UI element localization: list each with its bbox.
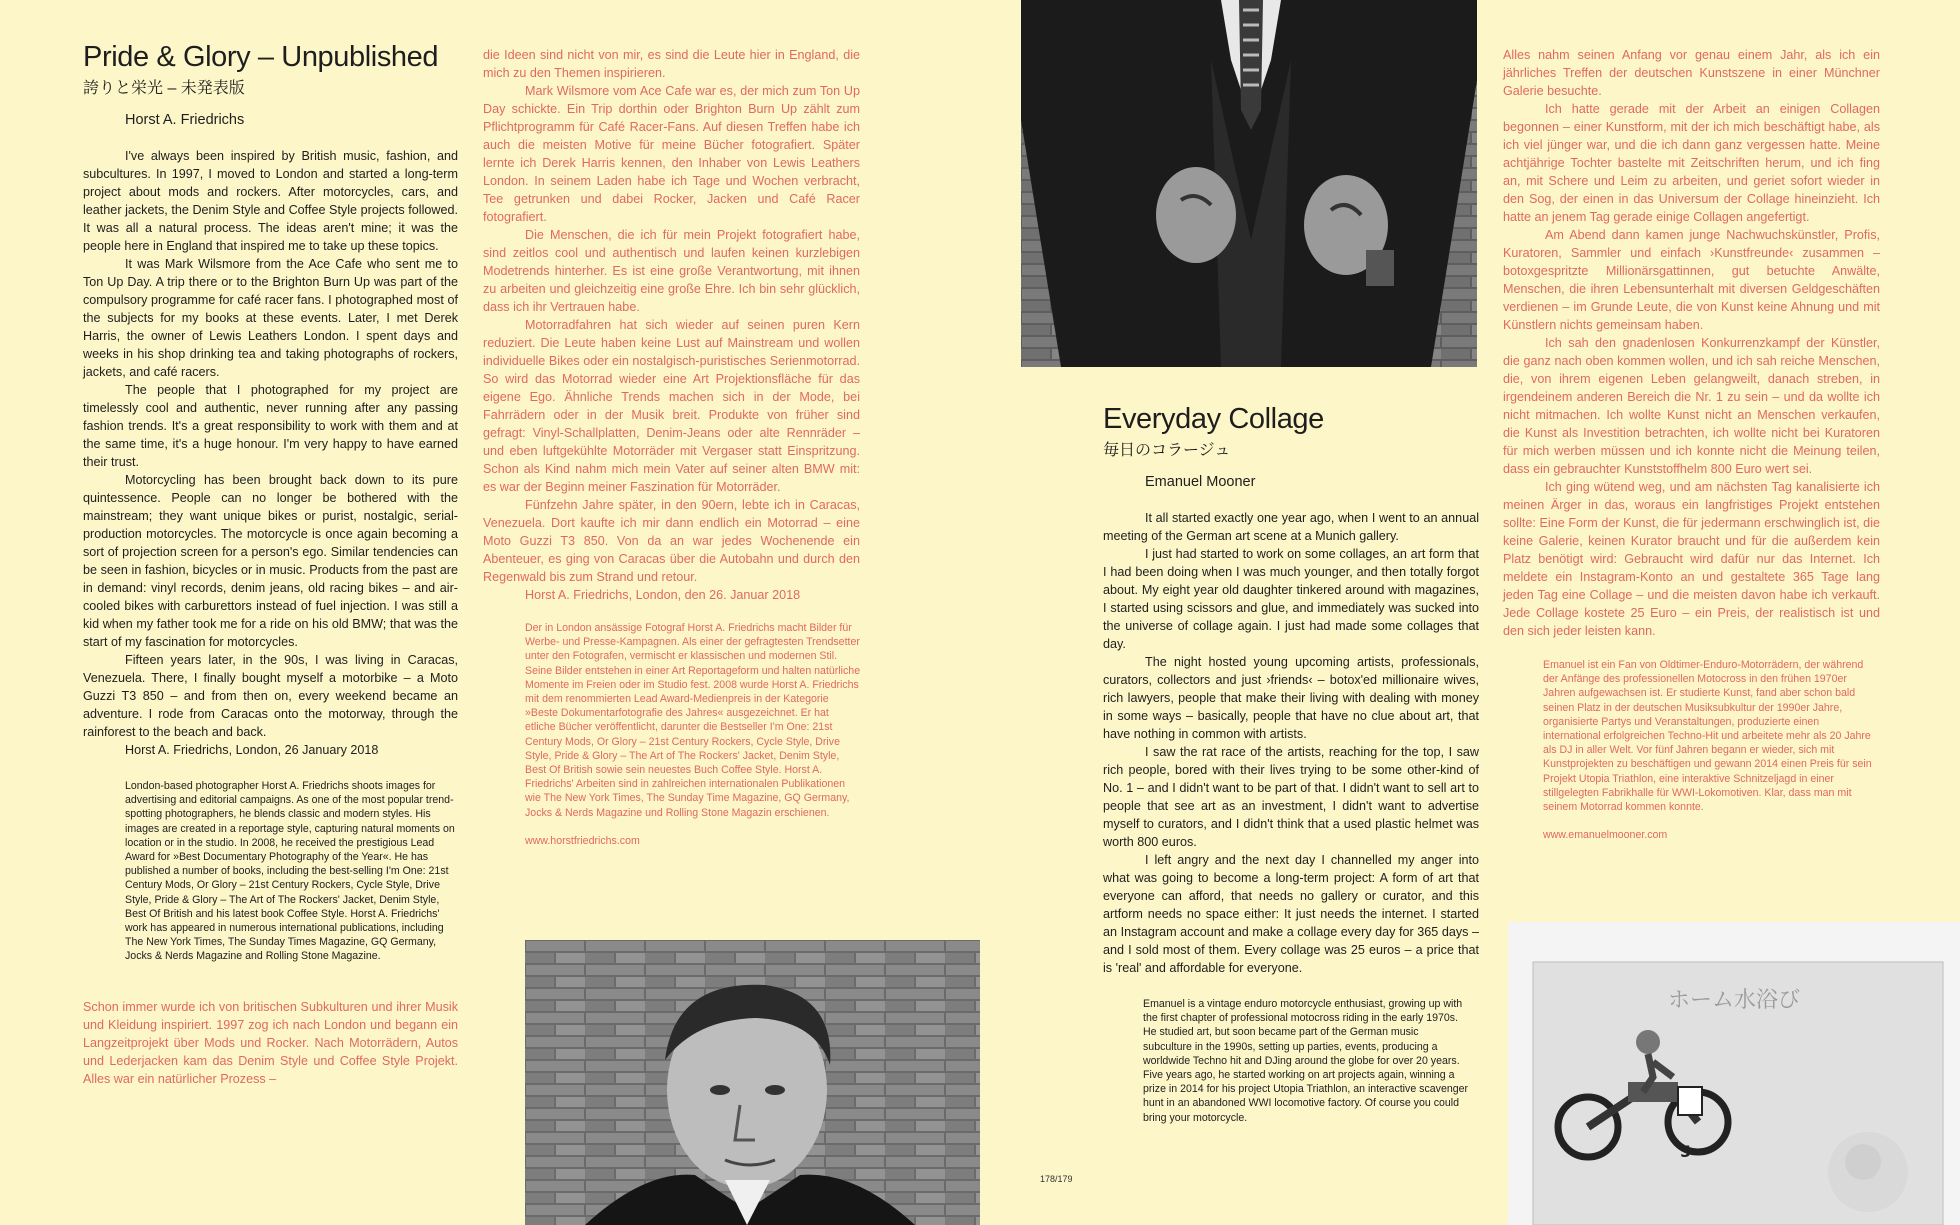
paragraph: I just had started to work on some collages, an art form that I had been doing when I was much younger, and then totally forgot about. My eight year old daughter tinkered around with magazines, I started using scissors and glue, and immediately was sucked into the universe of collage again. I just had made some collages that day. — [1103, 547, 1479, 651]
article-pride-glory-column-de — [483, 46, 860, 848]
paragraph: Ich sah den gnadenlosen Konkurrenzkampf der Künstler, die ganz nach oben kommen wollen, und ich sah reiche Menschen, die, von ihrem eigenen Leben gelangweilt, danach streben, in irgendeinem anderen Bereich die Nr. 1 zu sein – und da wollte ich nicht mitmachen. Ich wollte Kunst nicht an Menschen verkaufen, die Kunst als Investition betrachten, ich wollte nicht bei Kuratoren für mich werben müssen und ich konnte nicht die Meinung teilen, dass ein gebrauchter Kunststoffhelm 800 Euro wert sei. — [1503, 336, 1880, 476]
portrait-photo-image — [525, 940, 980, 1225]
collage-image — [1508, 922, 1960, 1225]
article-everyday-collage-column-de — [1503, 46, 1880, 842]
paragraph: Fünfzehn Jahre später, in den 90ern, lebte ich in Caracas, Venezuela. Dort kaufte ich mir dann endlich ein Motorrad – eine Moto Guzzi T3 850. Von da an war jedes Wochenende ein Abenteuer, es ging von Caracas über die Autobahn und durch den Regenwald bis zum Strand und retour. — [483, 498, 860, 584]
article-body-english — [1103, 509, 1479, 977]
article-body-english — [83, 147, 458, 741]
article-title: Pride & Glory – Unpublished — [83, 41, 439, 73]
paragraph: I left angry and the next day I channelled my anger into what was going to become a long-term project: A form of art that everyone can afford, that needs no gallery or curator, and this artform needs no space either: It just needs the internet. I started an Instagram account and make a collage every day for 365 days – and I sold most of them. Every collage was 25 euros – a price that is 'real' and affordable for everyone. — [1103, 853, 1479, 975]
paragraph: Ich ging wütend weg, und am nächsten Tag kanalisierte ich meinen Ärger in das, woraus ein langfristiges Projekt entstehen sollte: Eine Form der Kunst, die für jedermann erschwinglich ist, die keine Galerie, keinen Kurator braucht und für die außerdem kein Platz benötigt wird: Gebraucht wird dafür nur das Internet. Ich meldete ein Instagram-Konto an und gestaltete 365 Tage lang jeden Tag eine Collage – und die meisten davon habe ich verkauft. Jede Collage kostete 25 Euro – ein Preis, der realistisch ist und den sich jeder leisten kann. — [1503, 480, 1880, 638]
article-author: Horst A. Friedrichs — [125, 112, 245, 128]
author-website-link[interactable]: www.horstfriedrichs.com — [525, 834, 640, 847]
author-website-link[interactable]: www.emanuelmooner.com — [1543, 829, 1668, 842]
article-author: Emanuel Mooner — [1145, 474, 1256, 490]
collage-japanese-text: ホーム水浴び — [1668, 988, 1801, 1013]
signature-german: Horst A. Friedrichs, London, den 26. Januar 2018 — [525, 588, 801, 602]
article-title-japanese: 誇りと栄光 – 未発表版 — [83, 80, 245, 97]
paragraph: Motorcycling has been brought back down to its pure quintessence. People can no longer be bothered with the mainstream; they want unique bikes or purist, nostalgic, serial-production motorcycles. The motorcycle is once again becoming a sort of projection screen for a person's ego. Similar tendencies can be seen in fashion, bicycles or in music. Products from the past are in demand: vinyl records, denim jeans, old racing bikes – and air-cooled bikes with carburettors instead of fuel injection. I was still a kid when my father took me for a ride on his old BMW; that was the start of my fascination for motorcycles. — [83, 473, 458, 649]
paragraph: Die Menschen, die ich für mein Projekt fotografiert habe, sind zeitlos cool und authentisch und laufen keinen kurzlebigen Modetrends hinterher. Es ist eine große Verantwortung, mit ihnen zu arbeiten und gleichzeitig eine große Ehre. Ich bin sehr glücklich, dass ich ihr Vertrauen habe. — [483, 228, 860, 314]
paragraph: The night hosted young upcoming artists, professionals, curators, collectors and just ›friends‹ – botox'ed millionaire wives, rich lawyers, people that make their living with dealing with money in some ways – basically, people that have no clue about art, that have nothing in common with artists. — [1103, 655, 1479, 741]
page-number: 178/179 — [1040, 1174, 1073, 1184]
paragraph: Am Abend dann kamen junge Nachwuchskünstler, Profis, Kuratoren, Sammler und einfach ›Kunstfreunde‹ zusammen – botoxgespritzte Millionärsgattinnen, gut betuchte Anwälte, Menschen, die ihren Lebensunterhalt mit diversen Geldgeschäften verdienen – im Grunde Leute, die von Kunst keine Ahnung und mit Künstlern nichts gemeinsam haben. — [1503, 228, 1880, 332]
paragraph: die Ideen sind nicht von mir, es sind die Leute hier in England, die mich zu den Themen inspirieren. — [483, 48, 860, 80]
paragraph: I've always been inspired by British music, fashion, and subcultures. In 1997, I moved to London and started a long-term project about mods and rockers. After motorcycles, cars, and leather jackets, the Denim Style and Coffee Style projects followed. It was all a natural process. The ideas aren't mine; it was the people here in England that inspired me to take up these topics. — [83, 149, 458, 253]
article-title: Everyday Collage — [1103, 403, 1324, 435]
paragraph: I saw the rat race of the artists, reaching for the top, I saw rich people, bored with their lives trying to be some other-kind of No. 1 – and I didn't want to be part of that. I didn't want to sell art to people that see art as an investment, I didn't want to advertise myself to curators, and I didn't think that a used plastic helmet was worth 800 euros. — [1103, 745, 1479, 849]
author-bio-english: Emanuel is a vintage enduro motorcycle enthusiast, growing up with the first chapter of professional motocross riding in the early 1970s. He studied art, but soon became part of the German music subculture in the 1990s, setting up parties, events, producing a worldwide Techno hit and DJing around the globe for over 20 years. Five years ago, he started working on art projects again, winning a prize in 2014 for his project Utopia Triathlon, an interactive scavenger hunt in an abandoned WWI locomotive factory. Of course you could bring your motorcycle. — [1143, 998, 1469, 1124]
paragraph: Ich hatte gerade mit der Arbeit an einigen Collagen begonnen – einer Kunstform, mit der ich mich beschäftigt habe, als ich viel jünger war, und die ich dann ganz vergessen hatte. Meine achtjährige Tochter bastelte mit Zeitschriften herum, und ich fing an, mit Schere und Leim zu arbeiten, und geriet sofort wieder in den Sog, der einen in das Universum der Collage hineinzieht. Ich hatte an jenem Tag gerade einige Collagen angefertigt. — [1503, 102, 1880, 224]
paragraph: Fifteen years later, in the 90s, I was living in Caracas, Venezuela. There, I finally bought myself a motorbike – a Moto Guzzi T3 850 – and from then on, every weekend became an adventure. I rode from Caracas onto the motorway, through the rainforest to the beach and back. — [83, 653, 458, 739]
author-bio-german: Emanuel ist ein Fan von Oldtimer-Enduro-Motorrädern, der während der Anfänge des professionellen Motocross in den frühen 1970er Jahren aufgewachsen ist. Er studierte Kunst, fand aber schon bald seinen Platz in der deutschen Musiksubkultur der 1990er Jahre, organisierte Partys und Veranstaltungen, produzierte einen international erfolgreichen Techno-Hit und arbeitete mehr als 20 Jahre als DJ in aller Welt. Vor fünf Jahren begann er wieder, sich mit Kunstprojekten zu beschäftigen und gewann 2014 einen Preis für sein Projekt Utopia Triathlon, eine interaktive Schnitzeljagd in einer stillgelegten Fabrikhalle für WWI-Lokomotiven. Klar, dass man mit seinem Motorrad kommen konnte. www.emanuelmooner.com — [1543, 659, 1872, 842]
suit-tattoo-photo-image — [1021, 0, 1477, 367]
article-title-japanese: 毎日のコラージュ — [1103, 442, 1231, 459]
article-body-german-start: Schon immer wurde ich von britischen Subkulturen und ihrer Musik und Kleidung inspiriert. 1997 zog ich nach London und begann ein Langzeitprojekt über Mods und Rocker. Nach Motorrädern, Autos und Lederjacken kam das Denim Style und Coffee Style Projekt. Alles war ein natürlicher Prozess – — [83, 999, 458, 1086]
article-pride-glory-column-en — [83, 40, 458, 1088]
motorcycle-collage — [1508, 922, 1960, 1225]
suit-tattoo-photo — [1021, 0, 1477, 367]
paragraph: It was Mark Wilsmore from the Ace Cafe who sent me to Ton Up Day. A trip there or to the Brighton Burn Up was part of the compulsory programme for café racer fans. I photographed most of the subjects for my books at these events. Later, I met Derek Harris, the owner of Lewis Leathers London. I spent days and weeks in his shop drinking tea and taking photographs of rockers, jackets, and café racers. — [83, 257, 458, 379]
paragraph: Alles nahm seinen Anfang vor genau einem Jahr, als ich ein jährliches Treffen der deutschen Kunstszene in einer Münchner Galerie besuchte. — [1503, 48, 1880, 98]
paragraph: Motorradfahren hat sich wieder auf seinen puren Kern reduziert. Die Leute haben keine Lust auf Mainstream und wollen individuelle Bikes oder ein nostalgisch-puristisches Serienmotorrad. So wird das Motorrad wieder eine Art Projektionsfläche für das eigene Ego. Ähnliche Trends machen sich in der Mode, bei Fahrrädern oder in der Musik breit. Produkte von früher sind gefragt: Vinyl-Schallplatten, Denim-Jeans oder alte Rennräder – und eben luftgekühlte Motorräder mit Vergaser statt Einspritzung. Schon als Kind nahm mich mein Vater auf seiner alten BMW mit: es war der Beginn meiner Faszination für Motorräder. — [483, 318, 860, 494]
author-bio-german: Der in London ansässige Fotograf Horst A. Friedrichs macht Bilder für Werbe- und Presse-Kampagnen. Als einer der gefragtesten Trendsetter unter den Fotografen, vermischt er klassischen und modernen Stil. Seine Bilder entstehen in einer Art Reportageform und halten natürliche Momente im Freien oder im Studio fest. 2008 wurde Horst A. Friedrichs mit dem renommierten Lead Award-Medienpreis in der Kategorie »Beste Dokumentarfotografie des Jahres« ausgezeichnet. Er hat etliche Bücher veröffentlicht, darunter die Bestseller I'm One: 21st Century Mods, Or Glory – 21st Century Rockers, Cycle Style, Drive Style, Pride & Glory – The Art of The Rockers' Jacket, Denim Style, Best Of British sowie sein neuestes Buch Coffee Style. Horst A. Friedrichs' Arbeiten sind in zahlreichen internationalen Publikationen wie The New York Times, The Sunday Time Magazine, GQ Germany, Jocks & Nerds Magazine und Rolling Stone Magazin erschienen. www.horstfriedrichs.com — [525, 622, 861, 847]
portrait-photo-rocker — [525, 940, 980, 1225]
author-bio-english: London-based photographer Horst A. Friedrichs shoots images for advertising and editorial campaigns. As one of the most popular trend-spotting photographers, he blends classic and modern styles. His images are created in a reportage style, capturing natural moments on location or in the studio. In 2008, he received the prestigious Lead Award for »Best Documentary Photography of the Year«. He has published a number of books, including the best-selling I'm One: 21st Century Mods, Or Glory – 21st Century Rockers, Cycle Style, Drive Style, Pride & Glory – The Art of The Rockers' Jacket, Denim Style, Best Of British and his latest book Coffee Style. Horst A. Friedrichs' work has appeared in numerous international publications, including The New York Times, The Sunday Times Magazine, GQ Germany, Jocks & Nerds Magazine and Rolling Stone Magazine. — [125, 780, 455, 963]
paragraph: It all started exactly one year ago, when I went to an annual meeting of the German art scene at a Munich gallery. — [1103, 511, 1479, 543]
paragraph: Mark Wilsmore vom Ace Cafe war es, der mich zum Ton Up Day schickte. Ein Trip dorthin oder Brighton Burn Up zählt zum Pflichtprogramm für Café Racer-Fans. Auf diesen Treffen habe ich auch die meisten Motive für meine Bücher fotografiert. Später lernte ich Derek Harris kennen, den Inhaber von Lewis Leathers London. In seinem Laden habe ich Tage und Wochen verbracht, Tee getrunken und dabei Rocker, Jacken und Café Racer fotografiert. — [483, 84, 860, 224]
article-everyday-collage-column-en — [1103, 402, 1479, 1125]
paragraph: The people that I photographed for my project are timelessly cool and authentic, never running after any passing fashion trends. It's a great responsibility to work with them and at the same time, it's a huge honour. I'm very happy to have earned their trust. — [83, 383, 458, 469]
signature-english: Horst A. Friedrichs, London, 26 January 2018 — [125, 743, 379, 757]
race-number: 5 — [1680, 1142, 1692, 1161]
